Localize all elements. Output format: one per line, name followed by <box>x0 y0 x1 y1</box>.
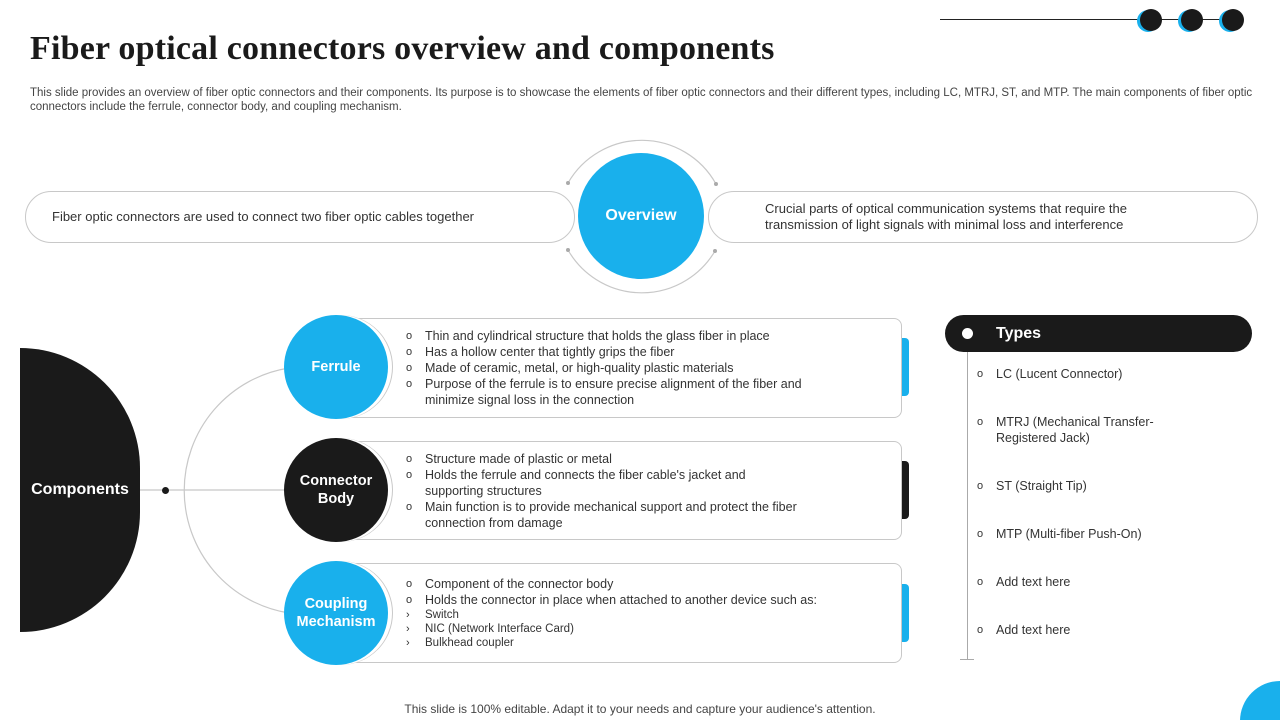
ferrule-card-tab <box>902 338 909 396</box>
type-item-placeholder: o Add text here <box>977 574 1197 590</box>
overview-circle <box>578 153 704 279</box>
connector-body-label: Connector Body <box>299 473 373 507</box>
arc-endpoint <box>714 182 718 186</box>
overview-label: Overview <box>605 207 677 224</box>
slide-footer: This slide is 100% editable. Adapt it to your needs and capture your audience's attention. <box>404 702 876 716</box>
list-item: o Holds the ferrule and connects the fiber cable's jacket and supporting structures <box>406 467 876 499</box>
type-item-mtrj: o MTRJ (Mechanical Transfer-Registered Jack) <box>977 414 1197 446</box>
types-line-end <box>960 659 974 660</box>
connector-body-circle <box>284 438 388 542</box>
overview-right-pill <box>708 191 1258 243</box>
types-header-dot <box>962 328 973 339</box>
sub-list-item: › NIC (Network Interface Card) <box>406 622 876 636</box>
connector-body-card-tab <box>902 461 909 519</box>
types-header-label: Types <box>996 324 1042 342</box>
type-item-st: o ST (Straight Tip) <box>977 478 1197 494</box>
list-item: o Main function is to provide mechanical support and protect the fiber connection from damage <box>406 499 876 531</box>
type-item-mtp: o MTP (Multi-fiber Push-On) <box>977 526 1197 542</box>
list-item: o Component of the connector body <box>406 576 876 592</box>
coupling-mechanism-bullet-list <box>406 576 876 650</box>
coupling-sub-list <box>406 608 876 650</box>
coupling-mechanism-circle <box>284 561 388 665</box>
list-item: o Structure made of plastic or metal <box>406 451 876 467</box>
slide-subtitle: This slide provides an overview of fiber optic connectors and their components. Its purpose is to showcase the elements of fiber optic connectors and their different types, including LC, MTRJ, ST, and MTP. The main components of fiber optic connectors include the ferrule, connector body, and coupling mechanism. <box>30 87 1253 113</box>
overview-right-text: Crucial parts of optical communication systems that require the transmission of light signals with minimal loss and interference <box>765 201 1127 232</box>
types-header <box>945 315 1252 352</box>
type-item-placeholder: o Add text here <box>977 622 1197 638</box>
list-item: o Has a hollow center that tightly grips the fiber <box>406 344 876 360</box>
coupling-mechanism-card-tab <box>902 584 909 642</box>
list-item: o Made of ceramic, metal, or high-quality plastic materials <box>406 360 876 376</box>
sub-list-container <box>406 608 876 650</box>
overview-left-pill <box>25 191 575 243</box>
type-item-lc: o LC (Lucent Connector) <box>977 366 1197 382</box>
coupling-mechanism-label: Coupling Mechanism <box>296 596 376 630</box>
ferrule-label: Ferrule <box>311 359 361 375</box>
arc-endpoint <box>566 181 570 185</box>
components-hub-dot <box>162 487 169 494</box>
sub-list-item: › Bulkhead coupler <box>406 636 876 650</box>
components-label: Components <box>31 481 129 498</box>
ferrule-circle <box>284 315 388 419</box>
arc-endpoint <box>713 249 717 253</box>
list-item: o Purpose of the ferrule is to ensure precise alignment of the fiber and minimize signal loss in the connection <box>406 376 876 408</box>
sub-list-item: › Switch <box>406 608 876 622</box>
list-item: o Thin and cylindrical structure that holds the glass fiber in place <box>406 328 876 344</box>
slide-title: Fiber optical connectors overview and components <box>30 30 775 67</box>
list-item: o Holds the connector in place when attached to another device such as: <box>406 592 876 608</box>
connector-body-bullet-list <box>406 451 876 531</box>
overview-left-text: Fiber optic connectors are used to connect two fiber optic cables together <box>52 209 475 224</box>
ferrule-bullet-list <box>406 328 876 408</box>
arc-endpoint <box>566 248 570 252</box>
types-vertical-line <box>967 352 968 659</box>
